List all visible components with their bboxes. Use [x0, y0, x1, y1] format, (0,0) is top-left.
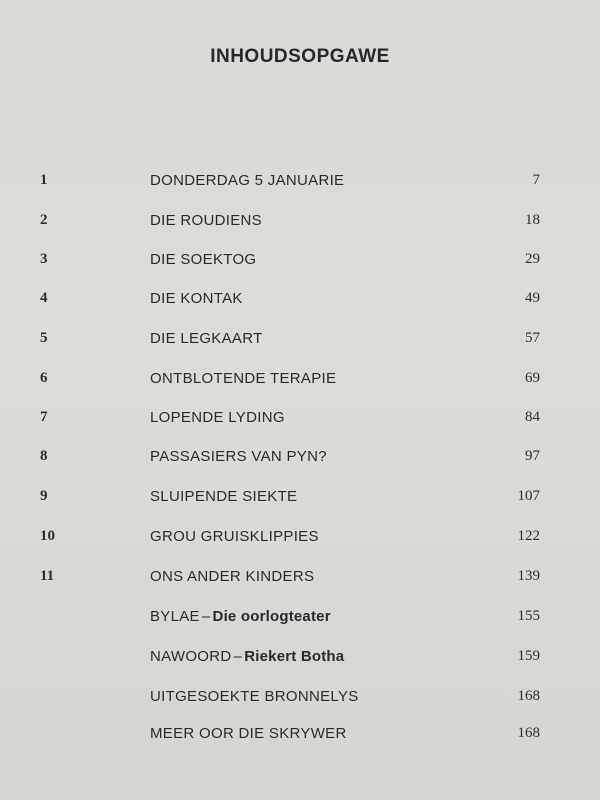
chapter-title-text: LOPENDE LYDING [150, 409, 285, 426]
chapter-title-text: DIE ROUDIENS [150, 212, 262, 229]
chapter-subtitle: Riekert Botha [244, 648, 345, 665]
toc-entry [0, 448, 600, 474]
toc-entry [0, 370, 600, 396]
chapter-title [150, 648, 344, 665]
page-number: 97 [525, 448, 540, 464]
chapter-title-text: GROU GRUISKLIPPIES [150, 528, 319, 545]
title-separator: – [233, 648, 243, 665]
chapter-title [150, 488, 297, 505]
chapter-title [150, 251, 256, 268]
chapter-title-text: NAWOORD [150, 648, 232, 665]
toc-entry [0, 290, 600, 316]
chapter-number: 4 [40, 290, 48, 306]
chapter-title [150, 370, 336, 387]
page-number: 18 [525, 212, 540, 228]
chapter-title [150, 568, 314, 585]
chapter-title-text: UITGESOEKTE BRONNELYS [150, 688, 359, 705]
chapter-title [150, 688, 359, 705]
toc-entry [0, 725, 600, 751]
page-number: 139 [517, 568, 540, 584]
chapter-title-text: MEER OOR DIE SKRYWER [150, 725, 347, 742]
chapter-number: 6 [40, 370, 48, 386]
chapter-title-text: ONS ANDER KINDERS [150, 568, 315, 585]
page-number: 29 [525, 251, 540, 267]
chapter-title-text: DIE LEGKAART [150, 330, 263, 347]
chapter-number: 1 [40, 172, 48, 188]
chapter-title [150, 330, 263, 347]
page-number: 57 [525, 330, 540, 346]
chapter-subtitle: Die oorlogteater [212, 608, 331, 625]
page-number: 122 [517, 528, 540, 544]
chapter-title [150, 528, 319, 545]
toc-entry [0, 608, 600, 634]
page-number: 7 [532, 172, 540, 188]
page-number: 49 [525, 290, 540, 306]
page-number: 159 [517, 648, 540, 664]
chapter-title-text: DONDERDAG 5 JANUARIE [150, 172, 345, 189]
chapter-number: 5 [40, 330, 48, 346]
toc-entry [0, 488, 600, 514]
chapter-title-text: ONTBLOTENDE TERAPIE [150, 370, 337, 387]
chapter-title [150, 409, 285, 426]
page-number: 155 [517, 608, 540, 624]
page-number: 69 [525, 370, 540, 386]
chapter-title-text: DIE KONTAK [150, 290, 243, 307]
chapter-title-text: DIE SOEKTOG [150, 251, 257, 268]
toc-entry [0, 688, 600, 714]
chapter-number: 10 [40, 528, 55, 544]
chapter-title-text: PASSASIERS VAN PYN? [150, 448, 327, 465]
chapter-title [150, 448, 327, 465]
chapter-number: 3 [40, 251, 48, 267]
chapter-title-text: BYLAE [150, 608, 200, 625]
page-number: 168 [517, 688, 540, 704]
toc-entry [0, 409, 600, 435]
toc-entry [0, 251, 600, 277]
page-number: 84 [525, 409, 540, 425]
chapter-number: 11 [40, 568, 55, 584]
toc-entry [0, 568, 600, 594]
chapter-title [150, 608, 331, 625]
toc-entry [0, 648, 600, 674]
page-title: INHOUDSOPGAWE [210, 46, 390, 67]
chapter-title [150, 212, 262, 229]
chapter-number: 9 [40, 488, 48, 504]
toc-entry [0, 330, 600, 356]
chapter-number: 2 [40, 212, 48, 228]
toc-entry [0, 528, 600, 554]
toc-entry [0, 172, 600, 198]
chapter-title [150, 725, 347, 742]
chapter-number: 8 [40, 448, 48, 464]
chapter-number: 7 [40, 409, 48, 425]
chapter-title-text: SLUIPENDE SIEKTE [150, 488, 298, 505]
page-number: 168 [517, 725, 540, 741]
page-number: 107 [517, 488, 540, 504]
title-separator: – [201, 608, 211, 625]
toc-entry [0, 212, 600, 238]
chapter-title [150, 172, 344, 189]
chapter-title [150, 290, 243, 307]
